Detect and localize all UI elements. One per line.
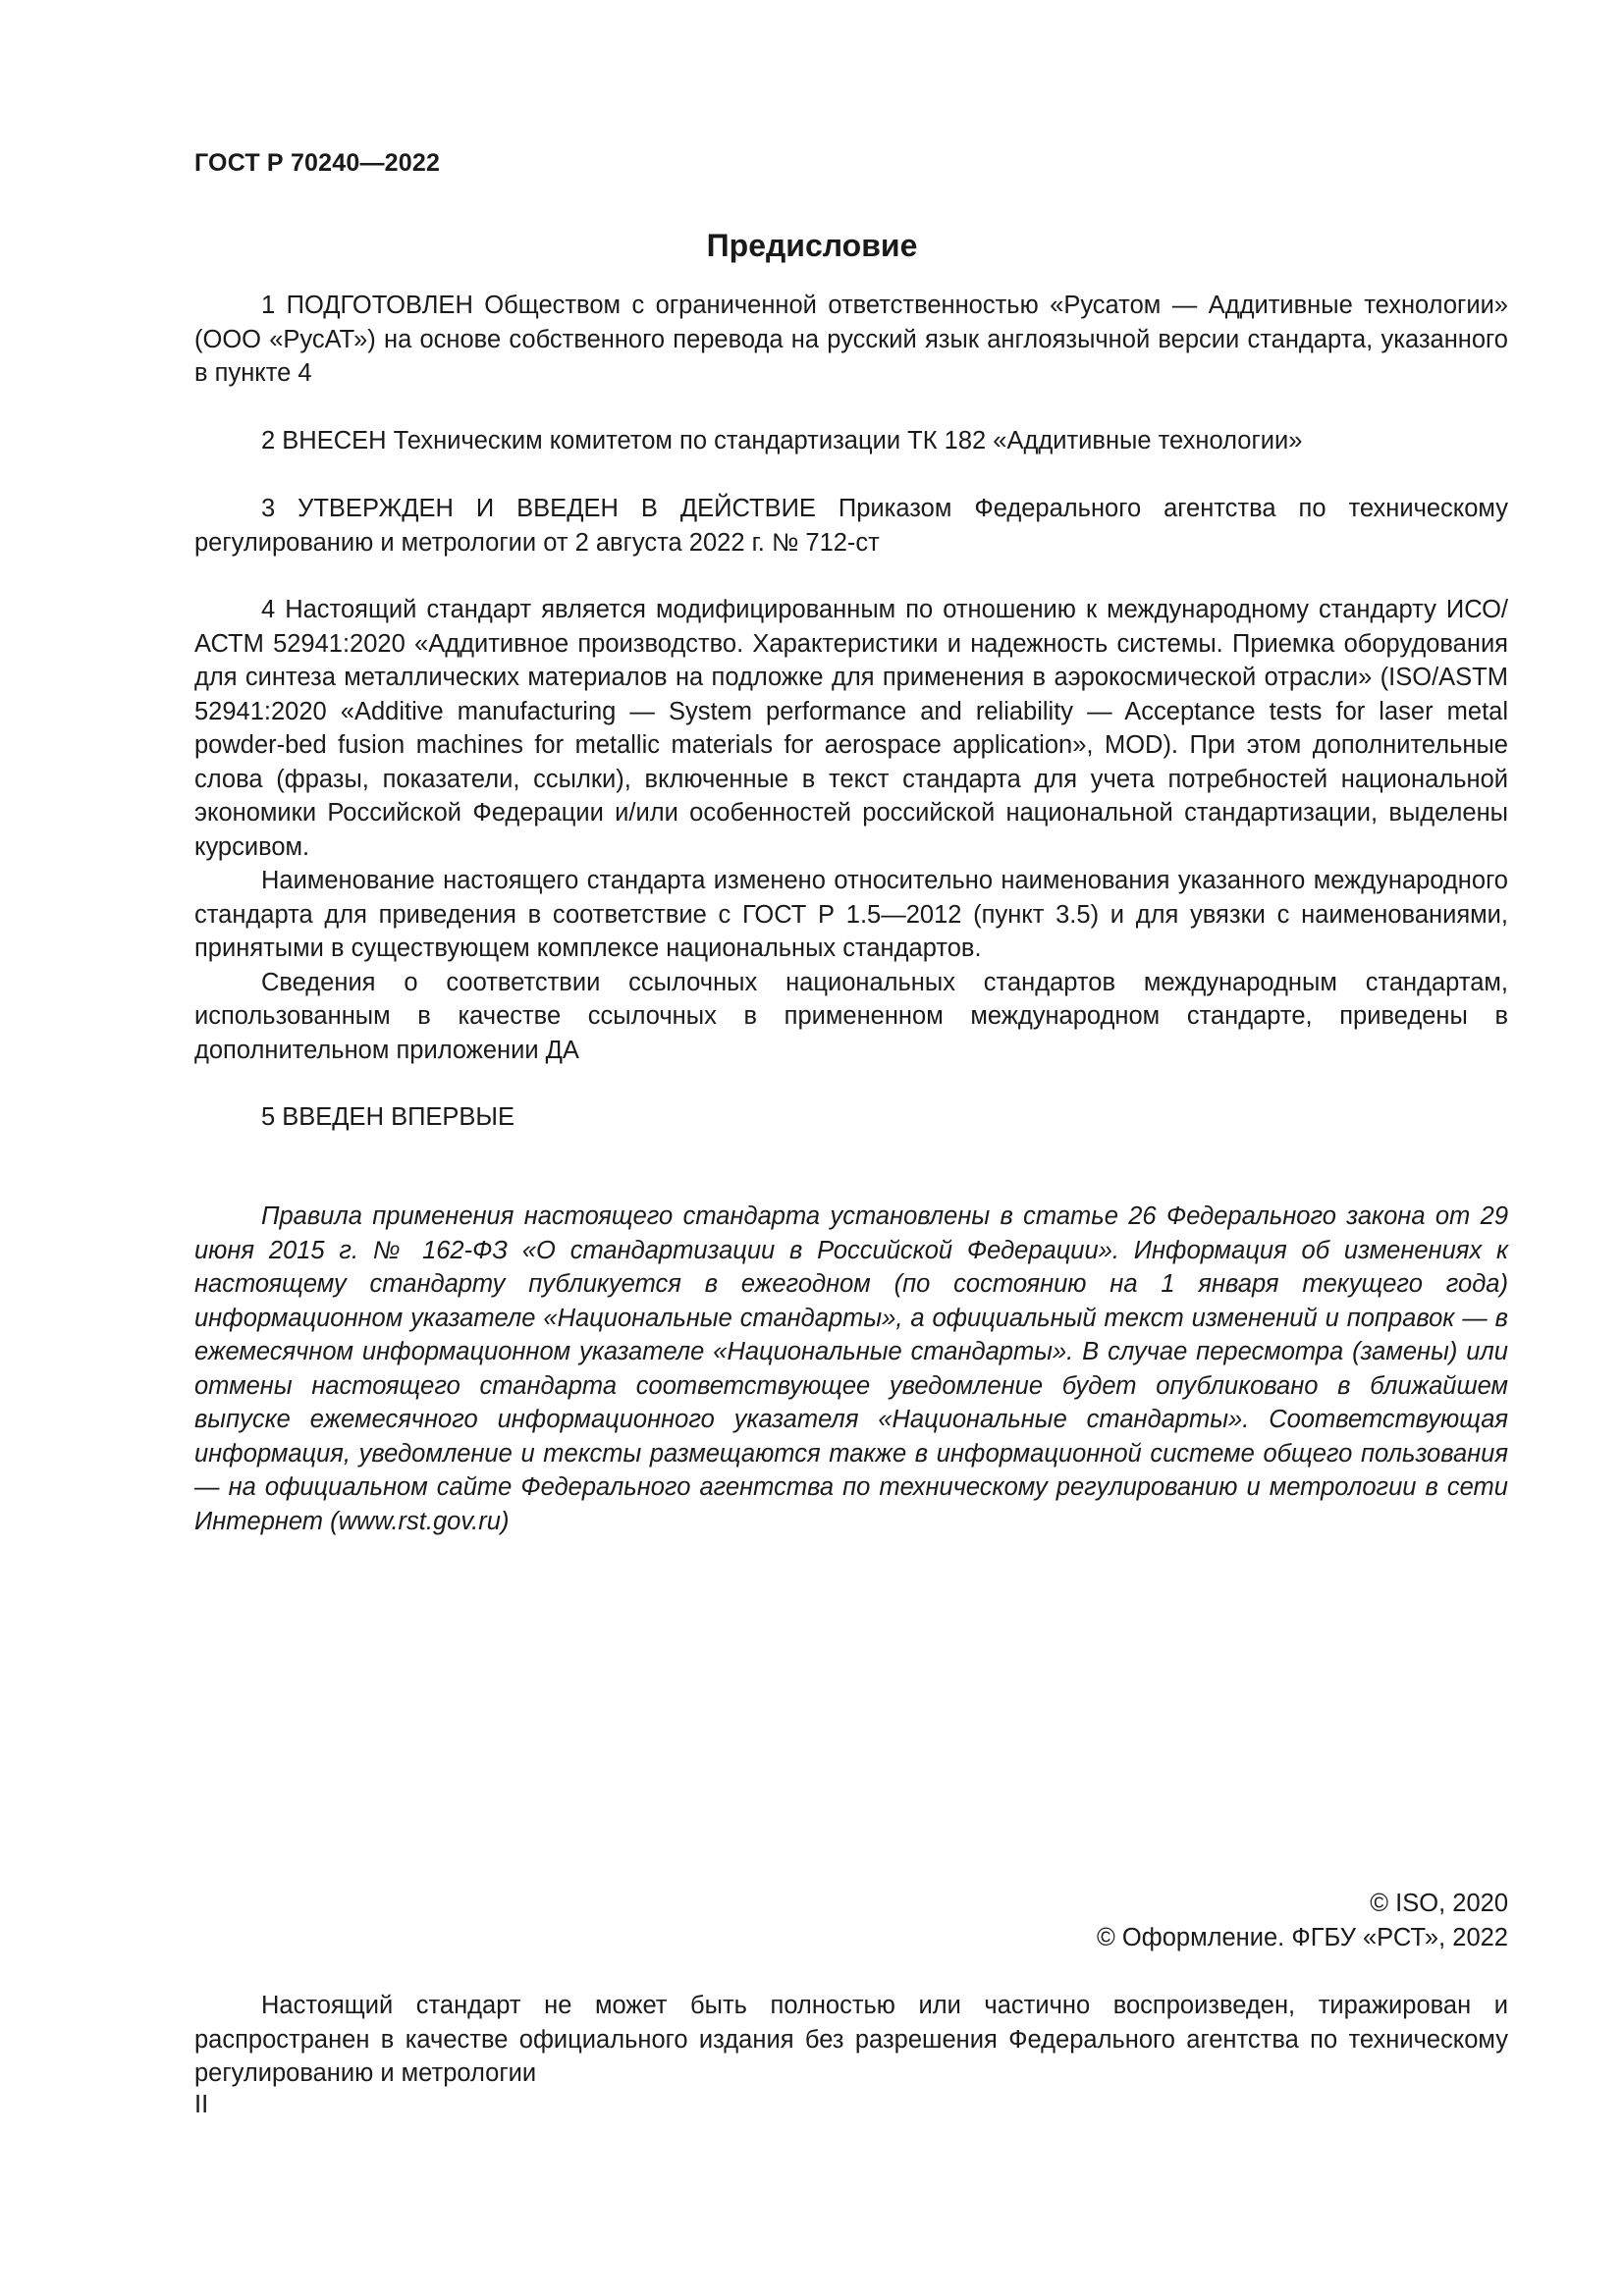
page-number: II xyxy=(194,2091,209,2118)
item-1 xyxy=(194,289,1508,391)
rules-notice-text: Правила применения настоящего стандарта установлены в статье 26 Федерального закона от 29 июня 2015 г. № 162-ФЗ «О стандартизации в Российской Федерации». Информация об изменениях к настоящему стандарту публикуется в ежегодном (по состоянию на 1 января текущего года) информационном указателе «Национальные стандарты», а официальный текст изменений и поправок — в ежемесячном информационном указателе «Национальные стандарты». В случае пересмотра (замены) или отмены настоящего стандарта соответствующее уведомление будет опубликовано в ближайшем выпуске ежемесячного информационного указателя «Национальные стандарты». Соответствующая информация, уведомление и тексты размещаются также в информационной системе общего пользования — на официальном сайте Федерального агентства по техническому регулированию и метрологии в сети Интернет (www.rst.gov.ru) xyxy=(194,1202,1508,1535)
item-2-text: 2 ВНЕСЕН Техническим комитетом по стандартизации ТК 182 «Аддитивные технологии» xyxy=(261,427,1303,454)
item-5-text: 5 ВВЕДЕН ВПЕРВЫЕ xyxy=(261,1103,515,1131)
document-code: ГОСТ Р 70240—2022 xyxy=(194,149,441,177)
copyright-block xyxy=(1097,1887,1508,1954)
item-1-text: 1 ПОДГОТОВЛЕН Обществом с ограниченной ответственностью «Русатом — Аддитивные технологии» (ООО «РусАТ») на основе собственного перевода на русский язык англоязычной версии стандарта, указанного в пункте 4 xyxy=(194,292,1508,387)
reproduction-notice xyxy=(194,1989,1508,2091)
rules-notice xyxy=(194,1200,1508,1538)
copyright-design: © Оформление. ФГБУ «РСТ», 2022 xyxy=(1097,1923,1508,1951)
item-2 xyxy=(194,424,1508,458)
item-3 xyxy=(194,492,1508,560)
item-4 xyxy=(194,593,1508,1067)
item-4-text: 4 Настоящий стандарт является модифицированным по отношению к международному стандарту ИСО/АСТМ 52941:2020 «Аддитивное производство. Характеристики и надежность системы. Приемка оборудования для синтеза металлических материалов на подложке для применения в аэрокосмической отрасли» (ISO/ASTM 52941:2020 «Additive manufacturing — System performance and reliability — Acceptance tests for laser metal powder-bed fusion machines for metallic materials for aerospace application», MOD). При этом дополнительные слова (фразы, показатели, ссылки), включенные в текст стандарта для учета потребностей национальной экономики Российской Федерации и/или особенностей российской национальной стандартизации, выделены курсивом. xyxy=(194,596,1508,861)
item-5 xyxy=(194,1100,1508,1135)
item-4-references: Сведения о соответствии ссылочных национальных стандартов международным стандартам, использованным в качестве ссылочных в примененном международном стандарте, приведены в дополнительном приложении ДА xyxy=(194,968,1508,1064)
reproduction-notice-text: Настоящий стандарт не может быть полностью или частично воспроизведен, тиражирован и распространен в качестве официального издания без разрешения Федерального агентства по техническому регулированию и метрологии xyxy=(194,1992,1508,2087)
page-title: Предисловие xyxy=(706,228,918,263)
copyright-iso: © ISO, 2020 xyxy=(1370,1890,1508,1917)
item-4-name-change: Наименование настоящего стандарта изменено относительно наименования указанного международного стандарта для приведения в соответствие с ГОСТ Р 1.5—2012 (пункт 3.5) и для увязки с наименованиями, принятыми в существующем комплексе национальных стандартов. xyxy=(194,867,1508,962)
item-3-text: 3 УТВЕРЖДЕН И ВВЕДЕН В ДЕЙСТВИЕ Приказом Федерального агентства по техническому регулированию и метрологии от 2 августа 2022 г. № 712-ст xyxy=(194,495,1508,557)
